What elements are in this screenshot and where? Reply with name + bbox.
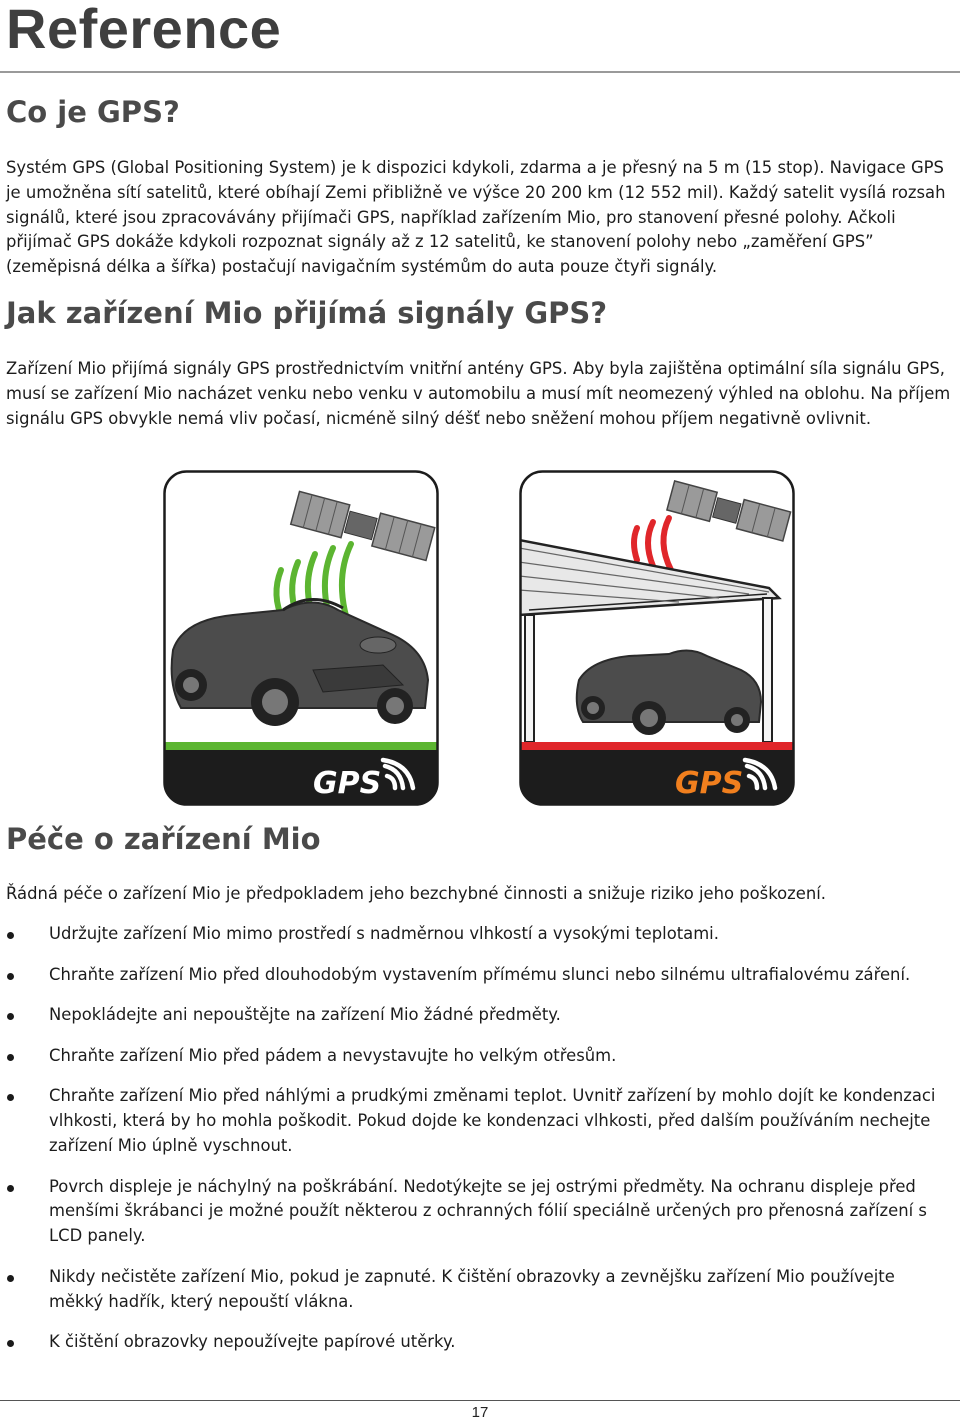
bullet-icon [7,1185,14,1192]
page-title: Reference [6,0,282,60]
section-intro-device-care: Řádná péče o zařízení Mio je předpokladem jeho bezchybné činnosti a snižuje riziko jeho poškození. [6,884,826,903]
section-body-gps-reception: Zařízení Mio přijímá signály GPS prostřednictvím vnitřní antény GPS. Aby byla zajištěna optimální síla signálu GPS, musí se zařízení Mio nacházet venku nebo venku v automobilu a musí mít neomezený výhled na oblohu. Na příjem signálu GPS obvykle nemá vliv počasí, nicméně silný déšť nebo sněžení mohou příjem negativně ovlivnit. [6,359,951,428]
list-item: Chraňte zařízení Mio před náhlými a prudkými změnami teplot. Uvnitř zařízení by mohlo dojít ke kondenzaci vlhkosti, která by ho mohla poškodit. Pokud dojde ke kondenzaci vlhkosti, před dalším používáním nechejte zařízení Mio úplně vyschnout. [0,1084,950,1158]
list-item: Chraňte zařízení Mio před pádem a nevystavujte ho velkým otřesům. [0,1044,950,1069]
section-heading-gps-reception: Jak zařízení Mio přijímá signály GPS? [6,296,608,330]
bullet-icon [7,973,14,980]
page-number: 17 [471,1404,489,1421]
footer-divider [0,1400,960,1401]
care-tips-list [0,922,950,1371]
bullet-icon [7,1340,14,1347]
gps-label: GPS [313,766,382,801]
list-item: Nikdy nečistěte zařízení Mio, pokud je zapnuté. K čištění obrazovky a zevnějšku zařízení Mio používejte měkký hadřík, který nepouští vlákna. [0,1265,950,1315]
bullet-icon [7,1094,14,1101]
section-heading-device-care: Péče o zařízení Mio [6,822,321,856]
title-divider [0,71,960,73]
list-item: Udržujte zařízení Mio mimo prostředí s nadměrnou vlhkostí a vysokými teplotami. [0,922,950,947]
illustration-covered [519,470,795,806]
bullet-icon [7,1013,14,1020]
list-item: Nepokládejte ani nepouštějte na zařízení Mio žádné předměty. [0,1003,950,1028]
list-item: K čištění obrazovky nepoužívejte papírové utěrky. [0,1330,950,1355]
bullet-icon [7,932,14,939]
bullet-icon [7,1054,14,1061]
gps-label: GPS [675,766,744,801]
list-item: Povrch displeje je náchylný na poškrábání. Nedotýkejte se jej ostrými předměty. Na ochranu displeje před menšími škrábanci je možné použít některou z ochranných fólií speciálně určených pro přenosná zařízení s LCD panely. [0,1175,950,1249]
list-item: Chraňte zařízení Mio před dlouhodobým vystavením přímému slunci nebo silnému ultrafialovému záření. [0,963,950,988]
section-heading-what-is-gps: Co je GPS? [6,95,180,129]
bullet-icon [7,1275,14,1282]
illustration-open-sky [163,470,439,806]
section-body-what-is-gps: Systém GPS (Global Positioning System) je k dispozici kdykoli, zdarma a je přesný na 5 m (15 stop). Navigace GPS je umožněna sítí satelitů, které obíhají Zemi přibližně ve výšce 20 200 km (12 552 mil). Každý satelit vysílá rozsah signálů, které jsou zpracovávány přijímači GPS, například zařízením Mio, pro stanovení přesné polohy. Ačkoli přijímač GPS dokáže kdykoli rozpoznat signály až z 12 satelitů, ke stanovení polohy nebo „zaměření GPS” (zeměpisná délka a šířka) postačují navigačním systémům do auta pouze čtyři signály. [6,158,946,277]
